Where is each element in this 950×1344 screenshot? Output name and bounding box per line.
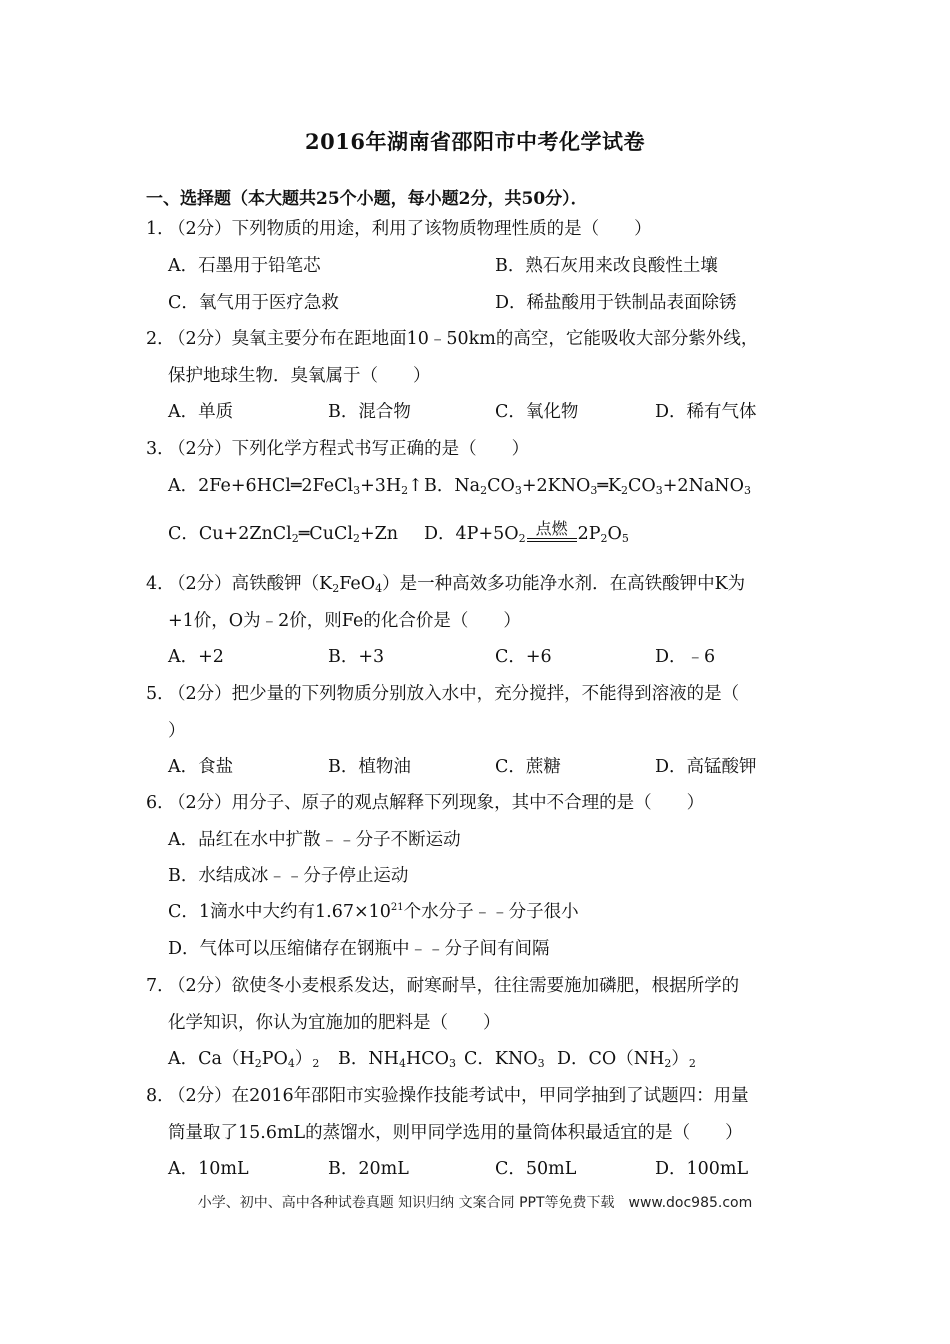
option-a: A．品红在水中扩散﹣﹣分子不断运动 [168,830,461,850]
option-b: B．水结成冰﹣﹣分子停止运动 [168,866,409,886]
question-text: （2分）高铁酸钾$(K_2FeO_4)$是一种高效多功能净水剂．在高铁酸钾中K为 [168,574,746,595]
question-text: （2分）在2016年邵阳市实验操作技能考试中，甲同学抽到了试题四：用量 [168,1086,749,1106]
option-b: B．20mL [328,1159,409,1179]
question-number: 3． [146,439,175,459]
option-d: D．100mL [655,1159,749,1179]
question-text-cont: 筒量取了15.6mL的蒸馏水，则甲同学选用的量筒体积最适宜的是（ ） [168,1123,743,1143]
option-b: B．熟石灰用来改良酸性土壤 [495,256,718,276]
question-number: 8． [146,1086,175,1106]
option-d: D．高锰酸钾 [655,757,757,777]
option-c: C．1滴水中大约有$1.67\times 10^{21}$个水分子﹣﹣分子很小 [168,902,579,922]
option-a: A．$Ca(H_2PO_4)_2$ [168,1049,320,1070]
option-c: C．Cu+2ZnCl$_2$═CuCl$_2$+Zn [168,524,399,545]
option-b: B．植物油 [328,757,411,777]
question-number: 1． [146,219,175,239]
question-number: 4． [146,574,175,594]
question-text: （2分）把少量的下列物质分别放入水中，充分搅拌，不能得到溶液的是（ [168,684,740,704]
option-d: D．气体可以压缩储存在钢瓶中﹣﹣分子间有间隔 [168,939,550,959]
reaction-condition: 点燃 [527,535,577,539]
section-heading: 一、选择题（本大题共25个小题，每小题2分，共50分）． [146,189,588,209]
option-b: B．$NH_4HCO_3$ [338,1049,456,1070]
option-d: D．$CO(NH_2)_2$ [557,1049,696,1070]
option-d: D．稀有气体 [655,402,757,422]
option-a: A．$2Fe+6HCl═2FeCl_3+3H_2↑$ [168,476,423,497]
question-number: 5． [146,684,175,704]
question-text: （2分）下列物质的用途，利用了该物质物理性质的是（ ） [168,219,652,239]
question-text: （2分）欲使冬小麦根系发达，耐寒耐旱，往往需要施加磷肥，根据所学的 [168,976,740,996]
option-b: B．混合物 [328,402,411,422]
option-b: B．$Na_2CO_3+2KNO_3═K_2CO_3+2NaNO_3$ [424,476,751,497]
option-a: A．石墨用于铅笔芯 [168,256,321,276]
question-text-cont: 化学知识，你认为宜施加的肥料是（ ） [168,1013,501,1033]
option-d: D．$4P+5O_2$ 点燃 $2P_2O_5$ [424,519,629,545]
question-text: （2分）臭氧主要分布在距地面10﹣50km的高空，它能吸收大部分紫外线， [168,329,759,349]
option-b: B．+3 [328,647,385,667]
question-text-cont: ） [168,721,186,741]
question-text: （2分）下列化学方程式书写正确的是（ ） [168,439,530,459]
option-c: C．氧气用于医疗急救 [168,293,339,313]
question-number: 2． [146,329,175,349]
option-c: C．蔗糖 [495,757,561,777]
question-text-cont: +1价，O为﹣2价，则Fe的化合价是（ ） [168,611,521,631]
option-a: A．单质 [168,402,234,422]
option-a: A．+2 [168,647,224,667]
option-d: D．稀盐酸用于铁制品表面除锈 [495,293,737,313]
question-text: （2分）用分子、原子的观点解释下列现象，其中不合理的是（ ） [168,793,705,813]
option-c: C．$KNO_3$ [464,1049,545,1070]
footer-watermark: 小学、初中、高中各种试卷真题 知识归纳 文案合同 PPT等免费下载 www.doc985.com [197,1195,753,1211]
question-text-cont: 保护地球生物．臭氧属于（ ） [168,366,431,386]
option-c: C．+6 [495,647,552,667]
question-number: 6． [146,793,175,813]
option-c: C．50mL [495,1159,577,1179]
option-a: A．食盐 [168,757,234,777]
page-title: 2016年湖南省邵阳市中考化学试卷 [305,129,645,154]
option-a: A．10mL [168,1159,249,1179]
option-d: D．﹣6 [655,647,716,667]
option-c: C．氧化物 [495,402,579,422]
question-number: 7． [146,976,175,996]
